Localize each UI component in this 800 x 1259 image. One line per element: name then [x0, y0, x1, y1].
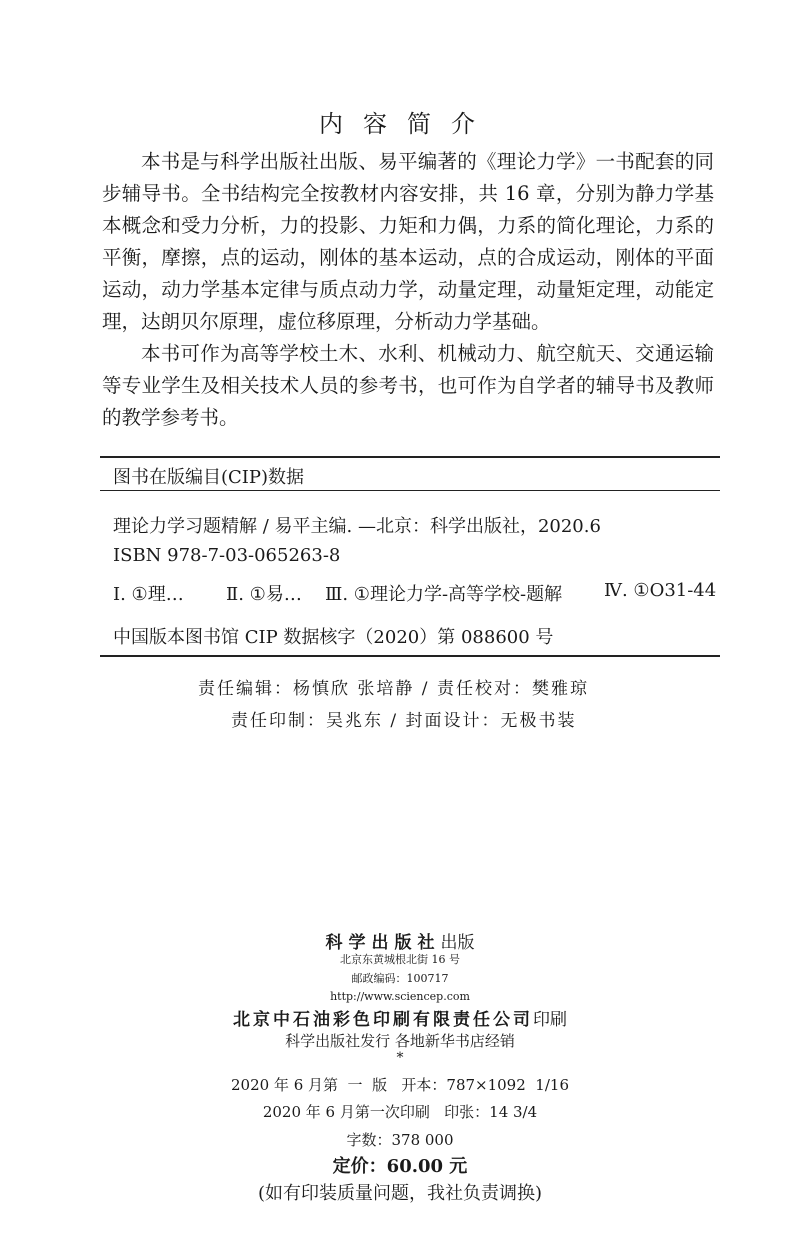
editors-line-1: 责任编辑：杨慎欣 张培静 / 责任校对：樊雅琼	[198, 679, 589, 699]
printer-line	[0, 1005, 800, 1030]
cip-top-rule	[100, 456, 720, 458]
publisher-url: http://www.sciencep.com	[330, 990, 470, 1003]
summary-body	[102, 146, 714, 434]
publisher-logo-text: 科学出版社	[325, 933, 441, 953]
edition-line: 2020 年 6 月第 一 版 开本：787×1092 1/16	[231, 1076, 569, 1094]
price-line: 定价：60.00 元	[332, 1156, 468, 1177]
cip-class-i: Ⅰ. ①理…	[113, 584, 184, 605]
separator-star: *	[396, 1050, 404, 1066]
publisher-line	[0, 928, 800, 953]
cip-heading: 图书在版编目(CIP)数据	[113, 467, 305, 488]
cip-class-ii: Ⅱ. ①易…	[226, 584, 302, 605]
cip-class-iii: Ⅲ. ①理论力学-高等学校-题解	[325, 584, 563, 605]
cip-verification: 中国版本图书馆 CIP 数据核字（2020）第 088600 号	[113, 627, 554, 648]
quality-notice: (如有印装质量问题，我社负责调换)	[257, 1183, 543, 1204]
wordcount-line: 字数：378 000	[346, 1131, 454, 1149]
publisher-address: 北京东黄城根北街 16 号	[340, 953, 460, 966]
publisher-suffix: 出版	[440, 933, 475, 953]
editors-line-2: 责任印制：吴兆东 / 封面设计：无极书装	[231, 711, 577, 731]
summary-paragraph-1: 本书是与科学出版社出版、易平编著的《理论力学》一书配套的同步辅导书。全书结构完全按教材内容安排，共 16 章，分别为静力学基本概念和受力分析，力的投影、力矩和力偶，力系的简化理论，力系的平衡，摩擦，点的运动，刚体的基本运动，点的合成运动，刚体的平面运动，动力学基本定律与质点动力学，动量定理，动量矩定理，动能定理，达朗贝尔原理，虚位移原理，分析动力学基础。	[102, 150, 714, 333]
printer-suffix: 印刷	[533, 1010, 567, 1030]
cip-divider-rule	[100, 490, 720, 491]
summary-paragraph-2: 本书可作为高等学校土木、水利、机械动力、航空航天、交通运输等专业学生及相关技术人员的参考书，也可作为自学者的辅导书及教师的教学参考书。	[102, 342, 714, 429]
distributor-line: 科学出版社发行 各地新华书店经销	[285, 1032, 515, 1050]
cip-isbn: ISBN 978-7-03-065263-8	[113, 545, 341, 566]
cip-class-iv: Ⅳ. ①O31-44	[604, 580, 717, 601]
summary-heading: 内容简介	[319, 110, 495, 138]
impression-line: 2020 年 6 月第一次印刷 印张：14 3/4	[262, 1103, 538, 1121]
printer-name: 北京中石油彩色印刷有限责任公司	[233, 1010, 533, 1030]
cip-entry: 理论力学习题精解 / 易平主编. —北京：科学出版社，2020.6	[113, 516, 601, 537]
publisher-postcode: 邮政编码：100717	[351, 972, 449, 985]
cip-bottom-rule	[100, 655, 720, 657]
